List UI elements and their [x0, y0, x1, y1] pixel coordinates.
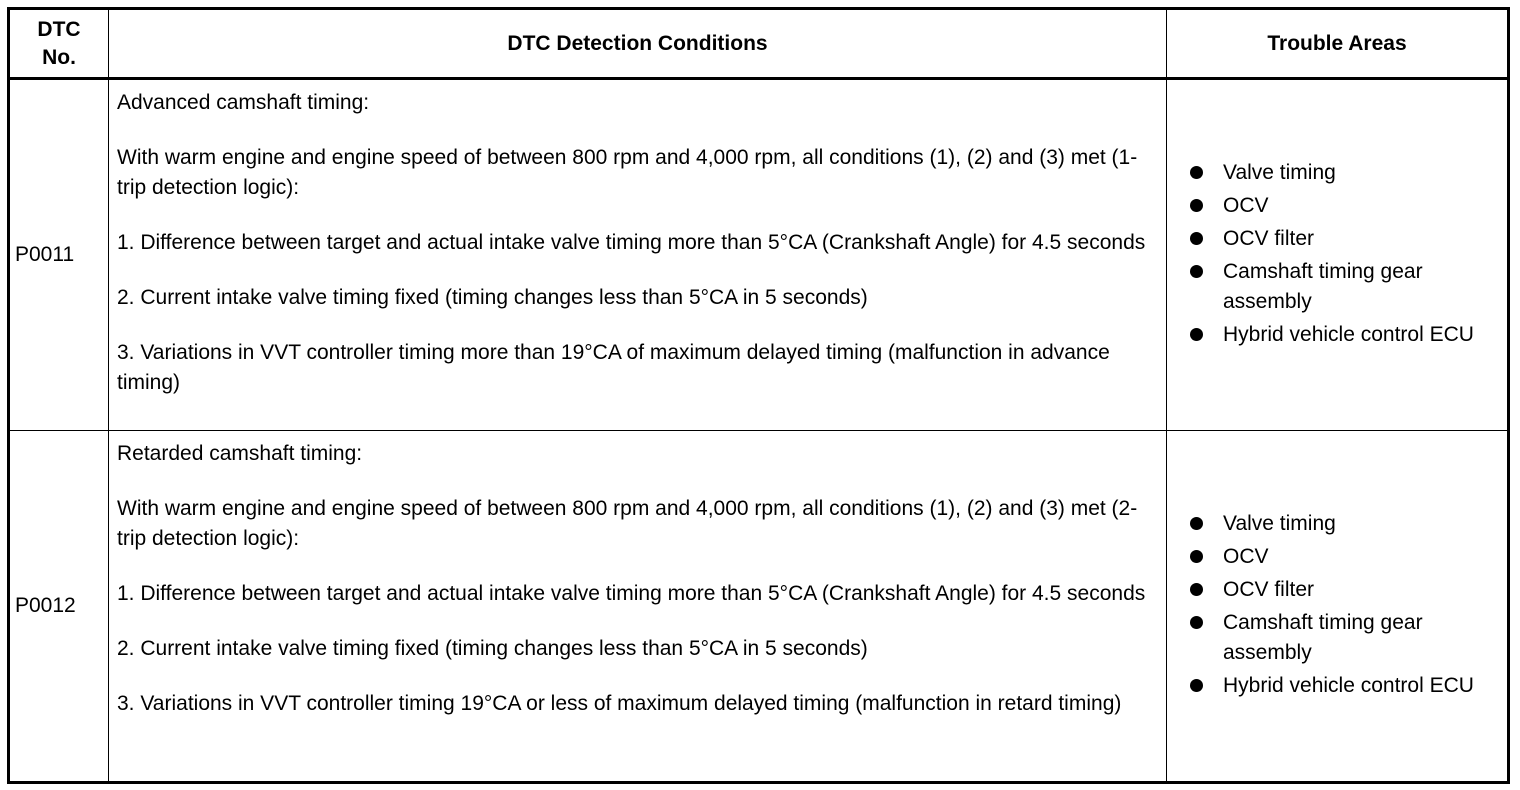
trouble-area-label: OCV	[1223, 544, 1269, 568]
header-trouble-areas: Trouble Areas	[1167, 9, 1509, 79]
condition-text: With warm engine and engine speed of between 800 rpm and 4,000 rpm, all conditions (1), (2) and (3) met (2-trip detection logic):	[117, 497, 1138, 550]
trouble-area-list	[1187, 158, 1507, 350]
bullet-icon	[1190, 550, 1203, 563]
condition-text: 1. Difference between target and actual intake valve timing more than 5°CA (Crankshaft Angle) for 4.5 seconds	[117, 231, 1146, 254]
header-dtc-no-line2: No.	[42, 45, 76, 69]
header-dtc-no	[9, 9, 109, 79]
list-item	[1187, 257, 1507, 317]
detection-conditions	[109, 431, 1167, 783]
bullet-icon	[1190, 166, 1203, 179]
dtc-code: P0011	[9, 79, 109, 431]
bullet-icon	[1190, 583, 1203, 596]
bullet-icon	[1190, 616, 1203, 629]
trouble-area-label: OCV filter	[1223, 577, 1315, 601]
header-dtc-no-line1: DTC	[37, 17, 81, 41]
table-header	[9, 9, 1509, 79]
condition-text: 2. Current intake valve timing fixed (timing changes less than 5°CA in 5 seconds)	[117, 637, 868, 660]
trouble-areas	[1167, 79, 1509, 431]
list-item	[1187, 509, 1507, 539]
bullet-icon	[1190, 679, 1203, 692]
trouble-area-label: Valve timing	[1223, 160, 1336, 184]
dtc-code: P0012	[9, 431, 109, 783]
table-row	[9, 79, 1509, 431]
trouble-area-label: Valve timing	[1223, 511, 1336, 535]
trouble-area-label: OCV	[1223, 193, 1269, 217]
condition-text: 1. Difference between target and actual intake valve timing more than 5°CA (Crankshaft Angle) for 4.5 seconds	[117, 582, 1146, 605]
condition-text: Advanced camshaft timing:	[117, 91, 370, 114]
trouble-area-label: Camshaft timing gear assembly	[1223, 610, 1423, 664]
dtc-table	[7, 7, 1510, 784]
list-item	[1187, 542, 1507, 572]
list-item	[1187, 320, 1507, 350]
bullet-icon	[1190, 265, 1203, 278]
condition-text: Retarded camshaft timing:	[117, 442, 363, 465]
trouble-area-label: OCV filter	[1223, 226, 1315, 250]
condition-text: 3. Variations in VVT controller timing 19°CA or less of maximum delayed timing (malfunction in retard timing)	[117, 692, 1122, 715]
trouble-area-label: Camshaft timing gear assembly	[1223, 259, 1423, 313]
trouble-areas	[1167, 431, 1509, 783]
list-item	[1187, 671, 1507, 701]
condition-text: 3. Variations in VVT controller timing more than 19°CA of maximum delayed timing (malfunction in advance timing)	[117, 341, 1110, 394]
bullet-icon	[1190, 517, 1203, 530]
header-conditions: DTC Detection Conditions	[109, 9, 1167, 79]
trouble-area-list	[1187, 509, 1507, 701]
list-item	[1187, 191, 1507, 221]
trouble-area-label: Hybrid vehicle control ECU	[1223, 673, 1474, 697]
list-item	[1187, 224, 1507, 254]
condition-text: 2. Current intake valve timing fixed (timing changes less than 5°CA in 5 seconds)	[117, 286, 868, 309]
list-item	[1187, 608, 1507, 668]
list-item	[1187, 158, 1507, 188]
table-row	[9, 431, 1509, 783]
bullet-icon	[1190, 199, 1203, 212]
list-item	[1187, 575, 1507, 605]
trouble-area-label: Hybrid vehicle control ECU	[1223, 322, 1474, 346]
bullet-icon	[1190, 328, 1203, 341]
detection-conditions	[109, 79, 1167, 431]
bullet-icon	[1190, 232, 1203, 245]
condition-text: With warm engine and engine speed of between 800 rpm and 4,000 rpm, all conditions (1), (2) and (3) met (1-trip detection logic):	[117, 146, 1138, 199]
